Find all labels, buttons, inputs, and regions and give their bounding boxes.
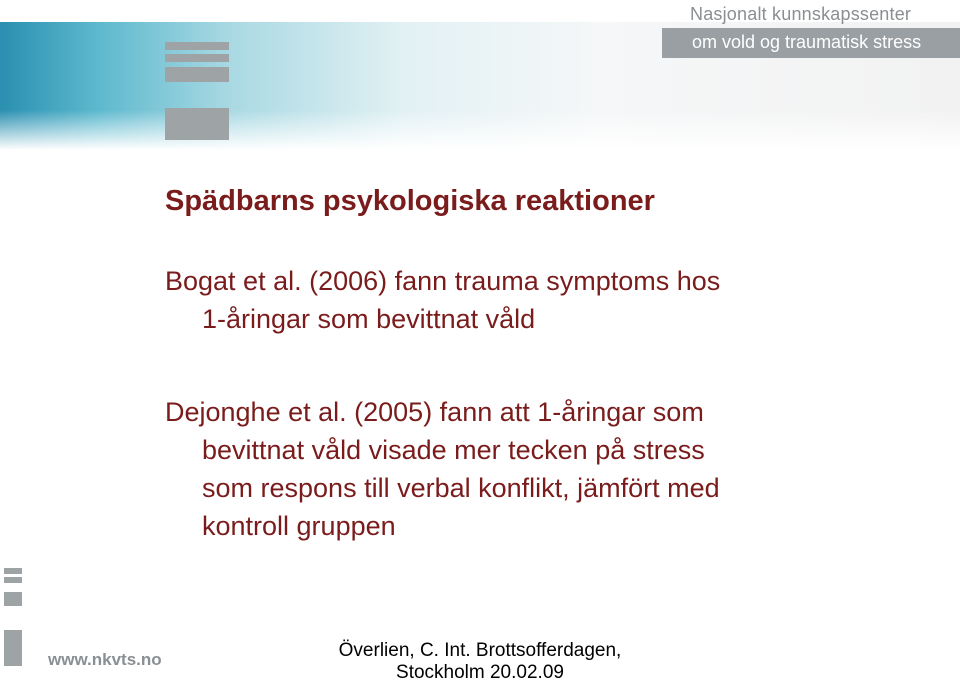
website-url: www.nkvts.no	[48, 650, 162, 669]
banner-bar	[165, 42, 229, 50]
logo-bar	[4, 577, 22, 583]
footer-credit-line2: Stockholm 20.02.09	[396, 662, 564, 683]
paragraph-line: Dejonghe et al. (2005) fann att 1-åringar som	[165, 397, 704, 427]
paragraph-bogat	[165, 262, 865, 338]
paragraph-line: 1-åringar som bevittnat våld	[202, 304, 536, 334]
logo-bar	[4, 630, 22, 666]
banner-bar	[165, 108, 229, 140]
logo-bar	[4, 568, 22, 574]
paragraph-line: bevittnat våld visade mer tecken på stress	[202, 435, 705, 465]
footer-credit	[330, 640, 630, 684]
banner-bar	[165, 54, 229, 62]
org-name-box	[662, 28, 960, 58]
footer-credit-line1: Överlien, C. Int. Brottsofferdagen,	[338, 640, 622, 661]
org-name-line1: Nasjonalt kunnskapssenter	[690, 4, 912, 24]
paragraph-line: som respons till verbal konflikt, jämfört med	[202, 473, 720, 503]
banner-bar	[165, 67, 229, 82]
slide-title: Spädbarns psykologiska reaktioner	[165, 185, 655, 217]
org-name-line2: om vold og traumatisk stress	[692, 32, 922, 52]
paragraph-line: Bogat et al. (2006) fann trauma symptoms hos	[165, 266, 721, 296]
logo-bar	[4, 592, 22, 606]
banner-fade	[0, 110, 960, 150]
paragraph-dejonghe	[165, 393, 865, 545]
paragraph-line: kontroll gruppen	[202, 511, 396, 541]
